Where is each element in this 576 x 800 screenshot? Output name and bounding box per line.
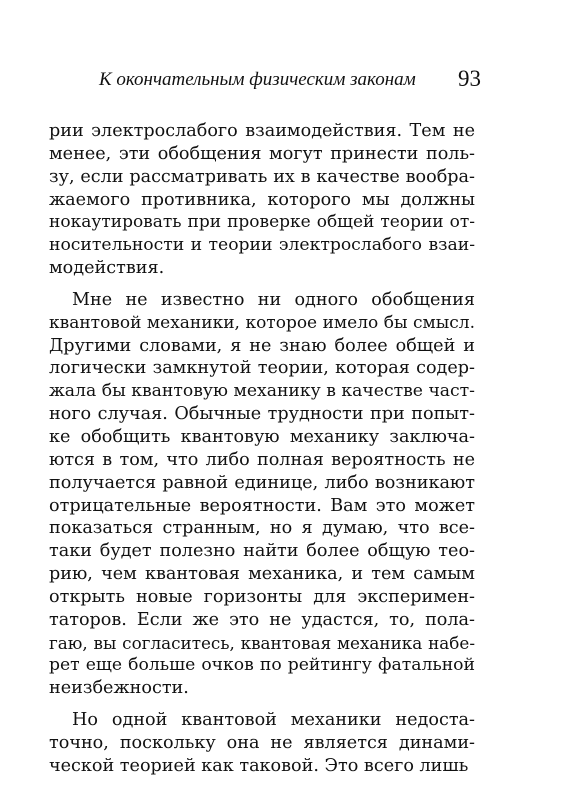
text-line: носительности и теории электрослабого взаи- bbox=[49, 235, 475, 256]
running-header bbox=[0, 64, 576, 94]
paragraph bbox=[49, 289, 475, 700]
text-line: показаться странным, но я думаю, что все- bbox=[49, 518, 475, 539]
text-line: ются в том, что либо полная вероятность не bbox=[49, 449, 475, 470]
text-line: ческой теорией как таковой. Это всего лишь bbox=[49, 755, 469, 776]
text-line: неизбежности. bbox=[49, 678, 189, 699]
paragraph bbox=[49, 120, 475, 280]
text-line: менее, эти обобщения могут принести поль- bbox=[49, 143, 475, 164]
paragraph bbox=[49, 709, 475, 778]
text-line: квантовой механики, которое имело бы смысл. bbox=[49, 312, 475, 333]
text-line: ке обобщить квантовую механику заключа- bbox=[49, 426, 475, 447]
text-line: Но одной квантовой механики недоста- bbox=[72, 710, 475, 731]
text-line: получается равной единице, либо возникают bbox=[49, 472, 475, 493]
text-line: ного случая. Обычные трудности при попыт- bbox=[49, 404, 475, 425]
text-line: зу, если рассматривать их в качестве вообра- bbox=[49, 166, 475, 187]
text-line: жаемого противника, которого мы должны bbox=[49, 189, 475, 210]
text-line: логически замкнутой теории, которая содер- bbox=[49, 358, 475, 379]
text-line: гаю, вы согласитесь, квантовая механика набе- bbox=[49, 632, 475, 653]
text-line: рии электрослабого взаимодействия. Тем не bbox=[49, 121, 475, 141]
text-line: жала бы квантовую механику в качестве част- bbox=[49, 381, 475, 402]
text-line: нокаутировать при проверке общей теории от- bbox=[49, 212, 475, 233]
text-line: Мне не известно ни одного обобщения bbox=[72, 289, 475, 310]
text-line: отрицательные вероятности. Вам это может bbox=[49, 495, 475, 516]
text-line: таки будет полезно найти более общую тео- bbox=[49, 541, 475, 562]
text-line: рию, чем квантовая механика, и тем самым bbox=[49, 564, 475, 585]
text-line: Другими словами, я не знаю более общей и bbox=[49, 335, 475, 356]
text-line: таторов. Если же это не удастся, то, пола- bbox=[49, 609, 475, 630]
page-number: 93 bbox=[458, 66, 481, 91]
text-line: открыть новые горизонты для эксперимен- bbox=[49, 586, 475, 607]
text-line: рет еще больше очков по рейтингу фатальной bbox=[49, 655, 475, 676]
body-text bbox=[49, 120, 475, 778]
running-title: К окончательным физическим законам bbox=[99, 69, 416, 90]
text-line: модействия. bbox=[49, 258, 165, 279]
text-line: точно, поскольку она не является динами- bbox=[49, 732, 475, 753]
